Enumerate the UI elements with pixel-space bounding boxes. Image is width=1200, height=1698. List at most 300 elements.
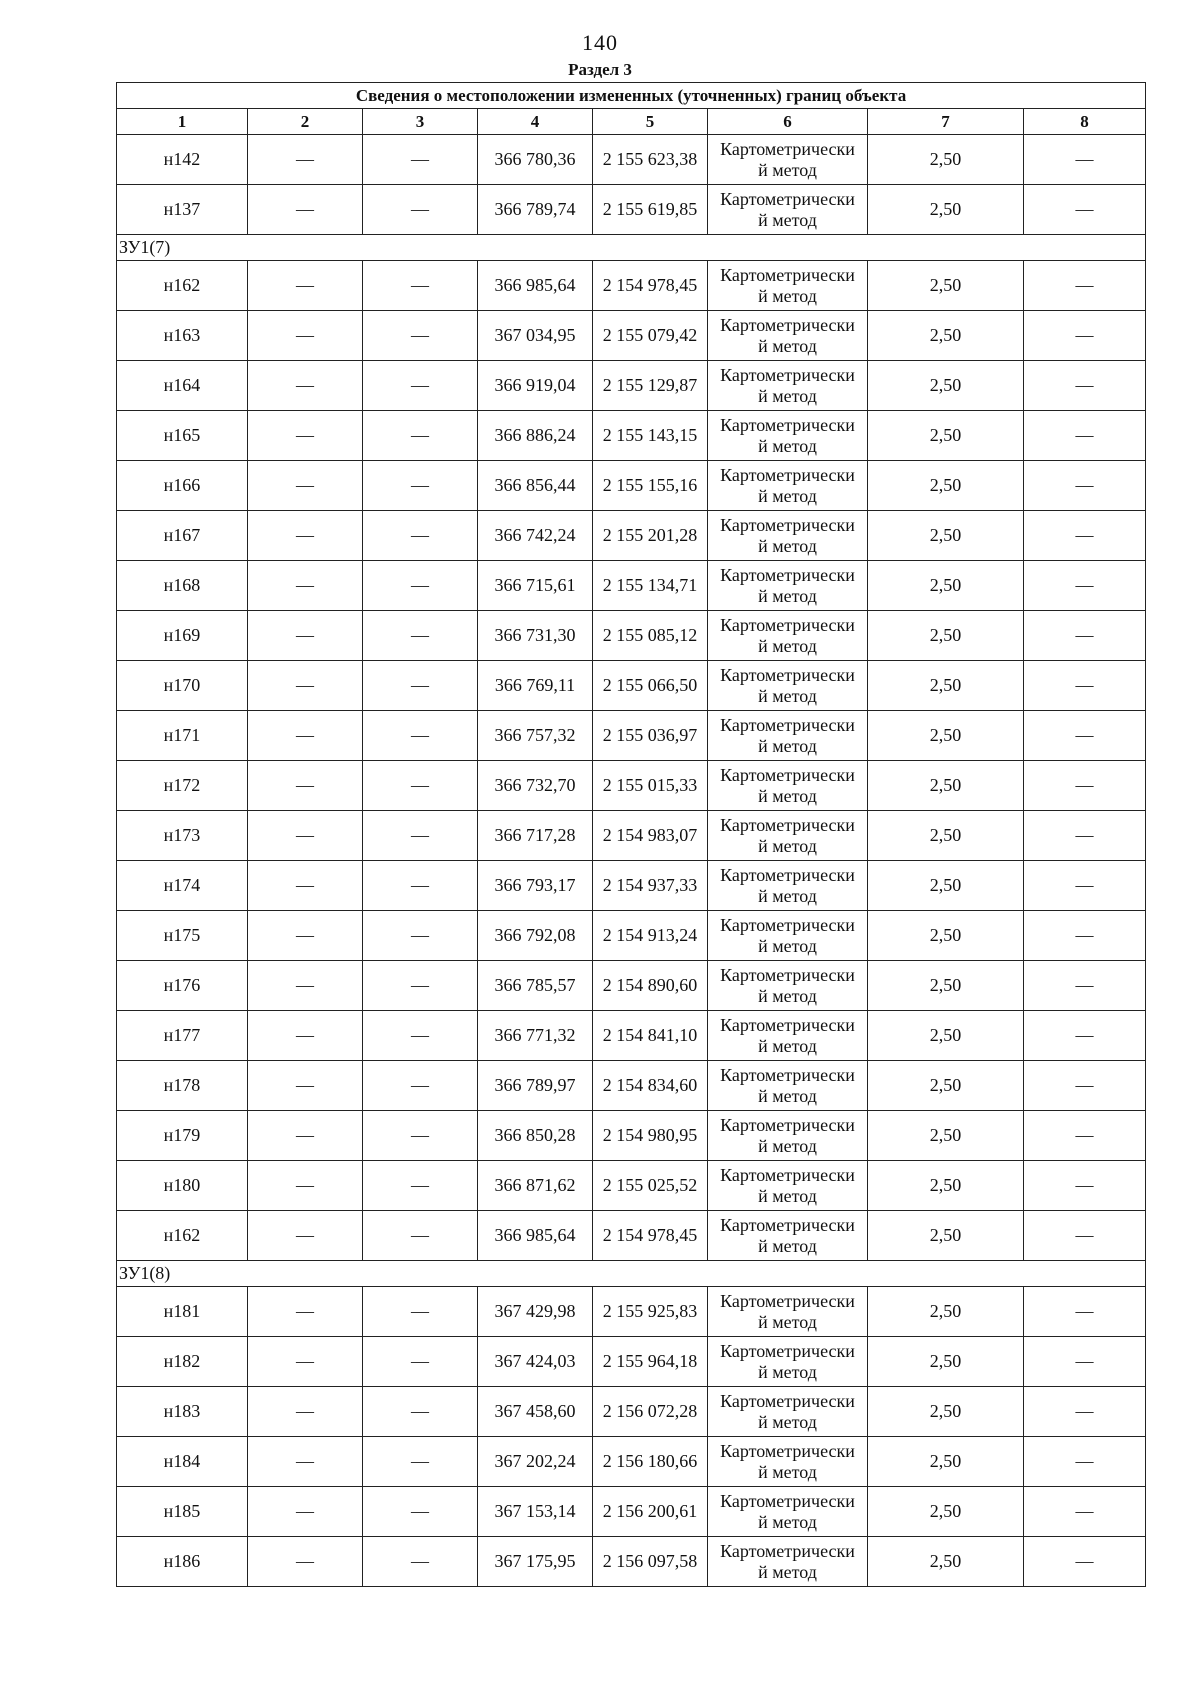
method-text-line: й метод [758,985,817,1006]
method-text-line: Картометрически [720,264,855,285]
column-8-cell: — [1024,761,1146,811]
column-number: 4 [478,109,593,135]
column-8-cell: — [1024,861,1146,911]
point-name-cell: н163 [117,311,248,361]
method-text-line: Картометрически [720,1064,855,1085]
method-cell [708,861,868,911]
table-body [117,135,1146,1587]
method-text-line: Картометрически [720,614,855,635]
table-row [117,711,1146,761]
y-coordinate-cell: 2 154 841,10 [593,1011,708,1061]
y-coordinate-cell: 2 155 964,18 [593,1337,708,1387]
x-coordinate-cell: 366 757,32 [478,711,593,761]
point-name-cell: н169 [117,611,248,661]
column-3-cell: — [363,1537,478,1587]
column-3-cell: — [363,911,478,961]
column-8-cell: — [1024,1161,1146,1211]
accuracy-cell: 2,50 [868,561,1024,611]
method-text-line: Картометрически [720,1490,855,1511]
accuracy-cell: 2,50 [868,1061,1024,1111]
method-text-line: Картометрически [720,314,855,335]
column-3-cell: — [363,1487,478,1537]
column-2-cell: — [248,1111,363,1161]
y-coordinate-cell: 2 154 937,33 [593,861,708,911]
method-cell [708,135,868,185]
column-8-cell: — [1024,1387,1146,1437]
point-name-cell: н167 [117,511,248,561]
column-number: 5 [593,109,708,135]
column-2-cell: — [248,135,363,185]
table-row [117,1287,1146,1337]
y-coordinate-cell: 2 155 201,28 [593,511,708,561]
column-8-cell: — [1024,461,1146,511]
method-text-line: й метод [758,735,817,756]
y-coordinate-cell: 2 155 619,85 [593,185,708,235]
method-text-line: Картометрически [720,364,855,385]
table-row [117,411,1146,461]
x-coordinate-cell: 366 769,11 [478,661,593,711]
method-text-line: Картометрически [720,1164,855,1185]
parcel-group-row [117,1261,1146,1287]
column-2-cell: — [248,1387,363,1437]
method-cell [708,911,868,961]
y-coordinate-cell: 2 156 072,28 [593,1387,708,1437]
method-text-line: й метод [758,535,817,556]
column-2-cell: — [248,561,363,611]
column-8-cell: — [1024,1011,1146,1061]
x-coordinate-cell: 366 789,74 [478,185,593,235]
x-coordinate-cell: 366 793,17 [478,861,593,911]
method-cell [708,961,868,1011]
column-2-cell: — [248,361,363,411]
table-row [117,1161,1146,1211]
column-number-row [117,109,1146,135]
x-coordinate-cell: 367 458,60 [478,1387,593,1437]
y-coordinate-cell: 2 155 623,38 [593,135,708,185]
method-cell [708,461,868,511]
table-row [117,361,1146,411]
table-row [117,811,1146,861]
method-cell [708,311,868,361]
accuracy-cell: 2,50 [868,861,1024,911]
column-number: 6 [708,109,868,135]
x-coordinate-cell: 367 034,95 [478,311,593,361]
method-cell [708,1011,868,1061]
table-row [117,1061,1146,1111]
method-cell [708,411,868,461]
column-2-cell: — [248,1487,363,1537]
column-3-cell: — [363,511,478,561]
column-8-cell: — [1024,1211,1146,1261]
method-cell [708,711,868,761]
column-2-cell: — [248,1211,363,1261]
point-name-cell: н142 [117,135,248,185]
point-name-cell: н175 [117,911,248,961]
point-name-cell: н173 [117,811,248,861]
method-text-line: й метод [758,635,817,656]
boundary-coordinates-table [116,82,1146,1587]
table-row [117,461,1146,511]
column-3-cell: — [363,1211,478,1261]
column-number: 8 [1024,109,1146,135]
x-coordinate-cell: 366 780,36 [478,135,593,185]
y-coordinate-cell: 2 156 180,66 [593,1437,708,1487]
y-coordinate-cell: 2 155 134,71 [593,561,708,611]
x-coordinate-cell: 366 850,28 [478,1111,593,1161]
accuracy-cell: 2,50 [868,511,1024,561]
y-coordinate-cell: 2 155 015,33 [593,761,708,811]
accuracy-cell: 2,50 [868,711,1024,761]
method-cell [708,361,868,411]
y-coordinate-cell: 2 154 980,95 [593,1111,708,1161]
point-name-cell: н177 [117,1011,248,1061]
y-coordinate-cell: 2 155 085,12 [593,611,708,661]
y-coordinate-cell: 2 156 200,61 [593,1487,708,1537]
column-8-cell: — [1024,911,1146,961]
table-row [117,561,1146,611]
method-text-line: й метод [758,159,817,180]
accuracy-cell: 2,50 [868,911,1024,961]
column-3-cell: — [363,961,478,1011]
column-2-cell: — [248,661,363,711]
point-name-cell: н179 [117,1111,248,1161]
accuracy-cell: 2,50 [868,135,1024,185]
point-name-cell: н185 [117,1487,248,1537]
table-row [117,185,1146,235]
y-coordinate-cell: 2 156 097,58 [593,1537,708,1587]
point-name-cell: н174 [117,861,248,911]
table-row [117,661,1146,711]
method-text-line: Картометрически [720,138,855,159]
point-name-cell: н137 [117,185,248,235]
y-coordinate-cell: 2 155 129,87 [593,361,708,411]
column-8-cell: — [1024,711,1146,761]
column-8-cell: — [1024,661,1146,711]
method-text-line: Картометрически [720,1014,855,1035]
point-name-cell: н176 [117,961,248,1011]
column-2-cell: — [248,611,363,661]
page-number: 140 [582,30,618,55]
column-2-cell: — [248,1061,363,1111]
table-row [117,1211,1146,1261]
y-coordinate-cell: 2 155 036,97 [593,711,708,761]
table-row [117,1387,1146,1437]
column-3-cell: — [363,1337,478,1387]
column-2-cell: — [248,811,363,861]
x-coordinate-cell: 366 856,44 [478,461,593,511]
column-3-cell: — [363,361,478,411]
accuracy-cell: 2,50 [868,261,1024,311]
table-row [117,1337,1146,1387]
column-3-cell: — [363,811,478,861]
accuracy-cell: 2,50 [868,461,1024,511]
column-2-cell: — [248,861,363,911]
column-3-cell: — [363,561,478,611]
accuracy-cell: 2,50 [868,411,1024,461]
method-text-line: Картометрически [720,188,855,209]
column-3-cell: — [363,1161,478,1211]
accuracy-cell: 2,50 [868,1111,1024,1161]
method-text-line: й метод [758,335,817,356]
method-text-line: Картометрически [720,1214,855,1235]
column-3-cell: — [363,661,478,711]
method-cell [708,1487,868,1537]
method-cell [708,1387,868,1437]
section-title: Раздел 3 [568,60,632,79]
column-8-cell: — [1024,811,1146,861]
method-text-line: й метод [758,1085,817,1106]
column-8-cell: — [1024,185,1146,235]
x-coordinate-cell: 366 717,28 [478,811,593,861]
column-3-cell: — [363,411,478,461]
method-text-line: й метод [758,1311,817,1332]
column-number: 2 [248,109,363,135]
column-8-cell: — [1024,411,1146,461]
point-name-cell: н165 [117,411,248,461]
method-cell [708,1537,868,1587]
accuracy-cell: 2,50 [868,611,1024,661]
method-text-line: й метод [758,835,817,856]
column-2-cell: — [248,411,363,461]
x-coordinate-cell: 366 985,64 [478,1211,593,1261]
table-row [117,1011,1146,1061]
x-coordinate-cell: 366 731,30 [478,611,593,661]
table-row [117,911,1146,961]
method-text-line: Картометрически [720,1340,855,1361]
method-text-line: й метод [758,1235,817,1256]
method-text-line: Картометрически [720,1114,855,1135]
method-cell [708,611,868,661]
column-8-cell: — [1024,1111,1146,1161]
point-name-cell: н164 [117,361,248,411]
point-name-cell: н180 [117,1161,248,1211]
method-text-line: й метод [758,585,817,606]
method-text-line: й метод [758,935,817,956]
method-text-line: Картометрически [720,664,855,685]
column-8-cell: — [1024,611,1146,661]
column-8-cell: — [1024,135,1146,185]
column-3-cell: — [363,1287,478,1337]
column-3-cell: — [363,135,478,185]
point-name-cell: н168 [117,561,248,611]
column-2-cell: — [248,311,363,361]
column-2-cell: — [248,185,363,235]
x-coordinate-cell: 367 202,24 [478,1437,593,1487]
x-coordinate-cell: 366 871,62 [478,1161,593,1211]
column-3-cell: — [363,261,478,311]
column-3-cell: — [363,1387,478,1437]
method-cell [708,1437,868,1487]
column-3-cell: — [363,461,478,511]
x-coordinate-cell: 366 985,64 [478,261,593,311]
column-8-cell: — [1024,961,1146,1011]
method-cell [708,511,868,561]
column-3-cell: — [363,1437,478,1487]
accuracy-cell: 2,50 [868,1337,1024,1387]
method-cell [708,1061,868,1111]
method-text-line: Картометрически [720,764,855,785]
method-text-line: й метод [758,285,817,306]
point-name-cell: н186 [117,1537,248,1587]
table-row [117,1111,1146,1161]
column-2-cell: — [248,1011,363,1061]
point-name-cell: н178 [117,1061,248,1111]
method-text-line: Картометрически [720,964,855,985]
table-row [117,1487,1146,1537]
x-coordinate-cell: 366 919,04 [478,361,593,411]
x-coordinate-cell: 366 789,97 [478,1061,593,1111]
method-text-line: Картометрически [720,864,855,885]
method-text-line: й метод [758,1185,817,1206]
method-cell [708,661,868,711]
method-text-line: Картометрически [720,1390,855,1411]
accuracy-cell: 2,50 [868,185,1024,235]
method-text-line: й метод [758,435,817,456]
accuracy-cell: 2,50 [868,811,1024,861]
y-coordinate-cell: 2 155 079,42 [593,311,708,361]
table-row [117,611,1146,661]
accuracy-cell: 2,50 [868,1487,1024,1537]
point-name-cell: н162 [117,261,248,311]
method-text-line: й метод [758,1461,817,1482]
column-8-cell: — [1024,1437,1146,1487]
y-coordinate-cell: 2 155 025,52 [593,1161,708,1211]
parcel-group-row [117,235,1146,261]
method-text-line: й метод [758,385,817,406]
method-text-line: й метод [758,1361,817,1382]
y-coordinate-cell: 2 155 066,50 [593,661,708,711]
method-text-line: й метод [758,1511,817,1532]
method-text-line: й метод [758,209,817,230]
method-text-line: Картометрически [720,914,855,935]
accuracy-cell: 2,50 [868,361,1024,411]
method-text-line: й метод [758,1411,817,1432]
accuracy-cell: 2,50 [868,1011,1024,1061]
table-row [117,511,1146,561]
parcel-group-label: ЗУ1(8) [117,1261,1146,1287]
method-text-line: й метод [758,485,817,506]
column-number: 3 [363,109,478,135]
y-coordinate-cell: 2 154 890,60 [593,961,708,1011]
accuracy-cell: 2,50 [868,661,1024,711]
accuracy-cell: 2,50 [868,961,1024,1011]
column-2-cell: — [248,911,363,961]
column-3-cell: — [363,861,478,911]
column-2-cell: — [248,761,363,811]
x-coordinate-cell: 366 785,57 [478,961,593,1011]
x-coordinate-cell: 366 771,32 [478,1011,593,1061]
column-2-cell: — [248,961,363,1011]
column-8-cell: — [1024,511,1146,561]
table-row [117,861,1146,911]
column-3-cell: — [363,611,478,661]
column-8-cell: — [1024,1061,1146,1111]
method-cell [708,1161,868,1211]
column-8-cell: — [1024,311,1146,361]
column-2-cell: — [248,711,363,761]
table-row [117,261,1146,311]
table-caption: Сведения о местоположении измененных (уточненных) границ объекта [117,83,1146,109]
table-row [117,961,1146,1011]
accuracy-cell: 2,50 [868,1387,1024,1437]
method-text-line: й метод [758,1135,817,1156]
point-name-cell: н166 [117,461,248,511]
column-3-cell: — [363,761,478,811]
method-text-line: Картометрически [720,714,855,735]
x-coordinate-cell: 366 792,08 [478,911,593,961]
x-coordinate-cell: 367 429,98 [478,1287,593,1337]
x-coordinate-cell: 366 732,70 [478,761,593,811]
column-3-cell: — [363,311,478,361]
table-row [117,135,1146,185]
point-name-cell: н171 [117,711,248,761]
accuracy-cell: 2,50 [868,1437,1024,1487]
method-cell [708,1287,868,1337]
x-coordinate-cell: 367 424,03 [478,1337,593,1387]
column-2-cell: — [248,1437,363,1487]
column-3-cell: — [363,185,478,235]
accuracy-cell: 2,50 [868,1537,1024,1587]
y-coordinate-cell: 2 154 834,60 [593,1061,708,1111]
column-8-cell: — [1024,261,1146,311]
column-3-cell: — [363,1061,478,1111]
method-cell [708,1337,868,1387]
method-cell [708,1211,868,1261]
column-8-cell: — [1024,561,1146,611]
column-2-cell: — [248,461,363,511]
column-8-cell: — [1024,1487,1146,1537]
method-text-line: Картометрически [720,1440,855,1461]
column-8-cell: — [1024,1287,1146,1337]
method-text-line: Картометрически [720,464,855,485]
column-3-cell: — [363,711,478,761]
x-coordinate-cell: 366 715,61 [478,561,593,611]
x-coordinate-cell: 366 886,24 [478,411,593,461]
method-text-line: й метод [758,785,817,806]
column-3-cell: — [363,1111,478,1161]
method-text-line: Картометрически [720,564,855,585]
method-cell [708,561,868,611]
column-number: 1 [117,109,248,135]
method-text-line: й метод [758,685,817,706]
column-3-cell: — [363,1011,478,1061]
column-2-cell: — [248,1337,363,1387]
y-coordinate-cell: 2 155 155,16 [593,461,708,511]
method-text-line: Картометрически [720,1540,855,1561]
column-8-cell: — [1024,1337,1146,1387]
method-text-line: Картометрически [720,814,855,835]
table-row [117,761,1146,811]
point-name-cell: н172 [117,761,248,811]
accuracy-cell: 2,50 [868,1287,1024,1337]
accuracy-cell: 2,50 [868,1161,1024,1211]
accuracy-cell: 2,50 [868,761,1024,811]
point-name-cell: н182 [117,1337,248,1387]
method-text-line: Картометрически [720,514,855,535]
column-number: 7 [868,109,1024,135]
method-text-line: Картометрически [720,1290,855,1311]
method-text-line: Картометрически [720,414,855,435]
method-cell [708,811,868,861]
y-coordinate-cell: 2 154 913,24 [593,911,708,961]
method-cell [708,761,868,811]
x-coordinate-cell: 366 742,24 [478,511,593,561]
method-text-line: й метод [758,885,817,906]
column-2-cell: — [248,511,363,561]
x-coordinate-cell: 367 153,14 [478,1487,593,1537]
y-coordinate-cell: 2 155 925,83 [593,1287,708,1337]
point-name-cell: н183 [117,1387,248,1437]
